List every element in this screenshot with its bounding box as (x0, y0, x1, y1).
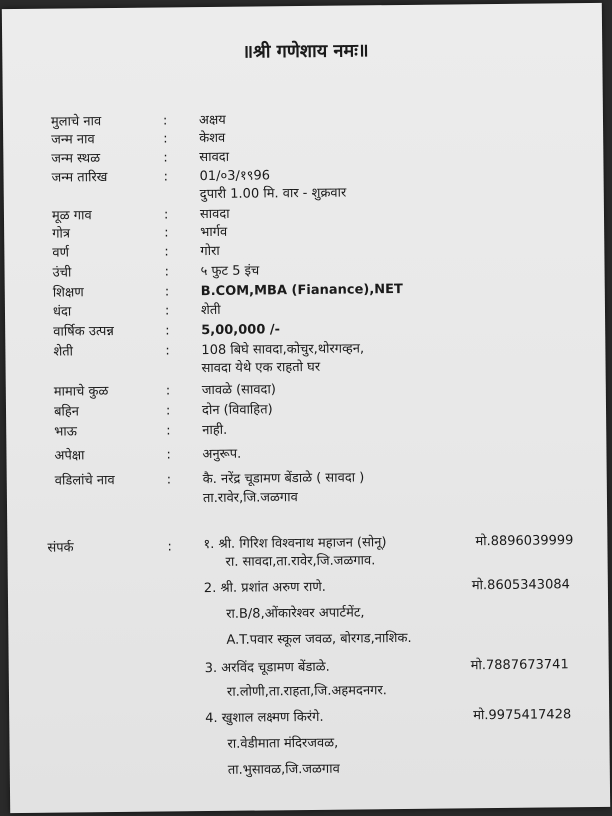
separator: : (165, 343, 170, 359)
value-birth-place: सावदा (199, 149, 230, 166)
label-occupation: धंदा (52, 304, 72, 320)
separator: : (167, 539, 172, 555)
contact-1-address: रा. सावदा,ता.रावेर,जि.जळगाव. (225, 553, 376, 570)
label-brother: भाऊ (54, 424, 78, 440)
separator: : (165, 383, 171, 399)
label-gotra: गोत्र (52, 226, 71, 242)
value-height: ५ फुट 5 इंच (200, 263, 260, 280)
separator: : (162, 113, 168, 129)
separator: : (164, 244, 169, 260)
value-brother: नाही. (202, 422, 228, 439)
value-birth-time: दुपारी 1.00 मि. वार - शुक्रवार (199, 185, 347, 203)
separator: : (163, 131, 168, 147)
label-annual-income: वार्षिक उत्पन्न (53, 324, 114, 340)
separator: : (165, 403, 171, 419)
contact-3-name: 3. अरविंद चूडामण बेंडाळे. (204, 659, 330, 677)
contact-1-name: १. श्री. गिरिश विश्वनाथ महाजन (सोनू) (203, 535, 387, 553)
separator: : (164, 303, 170, 319)
value-birth-name: केशव (199, 130, 226, 147)
value-sister: दोन (विवाहित) (201, 402, 273, 419)
label-complexion: वर्ण (52, 245, 70, 261)
contact-3-address: रा.लोणी,ता.राहता,जि.अहमदनगर. (226, 683, 387, 700)
separator: : (165, 323, 170, 339)
separator: : (166, 423, 171, 439)
separator: : (163, 207, 169, 223)
label-contact: संपर्क (47, 540, 74, 556)
contact-4-address-line2: ता.भुसावळ,जि.जळगाव (227, 761, 340, 778)
label-boy-name: मुलाचे नाव (50, 114, 102, 130)
value-occupation: शेती (200, 302, 221, 319)
value-gotra: भार्गव (200, 224, 228, 241)
value-maternal-family: जावळे (सावदा) (201, 382, 276, 399)
value-farm-house: सावदा येथे एक राहतो घर (201, 359, 321, 377)
value-father-name: कै. नरेंद्र चूडामण बेंडाळे ( सावदा ) (202, 470, 365, 488)
contact-1-mobile: मो.8896039999 (475, 533, 574, 550)
separator: : (164, 225, 169, 241)
page-title: ॥श्री गणेशाय नमः॥ (242, 40, 369, 63)
contact-2-mobile: मो.8605343084 (471, 577, 570, 594)
separator: : (164, 284, 170, 300)
label-birth-name: जन्म नाव (51, 132, 95, 148)
contact-4-name: 4. खुशाल लक्ष्मण किरंगे. (205, 709, 324, 727)
contact-2-name: 2. श्री. प्रशांत अरुण राणे. (203, 579, 326, 597)
label-expectation: अपेक्षा (54, 448, 85, 464)
separator: : (166, 447, 171, 463)
value-education: B.COM,MBA (Fianance),NET (200, 281, 403, 300)
value-birth-date: 01/०3/१९96 (199, 168, 271, 185)
label-sister: बहिन (53, 404, 80, 420)
label-height: उंची (52, 265, 72, 281)
label-farm: शेती (53, 344, 74, 360)
contact-3-mobile: मो.7887673741 (470, 657, 569, 674)
separator: : (164, 264, 170, 280)
separator: : (166, 472, 172, 488)
value-father-address: ता.रावेर,जि.जळगाव (202, 490, 298, 507)
label-native-place: मूळ गाव (51, 208, 92, 224)
contact-2-address-line2: A.T.पवार स्कूल जवळ, बोरगड,नाशिक. (226, 630, 412, 648)
label-father-name: वडिलांचे नाव (54, 473, 115, 489)
value-annual-income: 5,00,000 /- (201, 322, 281, 339)
contact-2-address-line1: रा.B/8,ओंकारेश्वर अपार्टमेंट, (226, 605, 365, 622)
label-maternal-family: मामाचे कुळ (53, 384, 109, 400)
value-native-place: सावदा (199, 206, 230, 223)
value-expectation: अनुरूप. (202, 446, 242, 463)
separator: : (163, 150, 168, 166)
label-birth-date: जन्म तारिख (51, 170, 108, 186)
separator: : (163, 169, 169, 185)
label-education: शिक्षण (52, 285, 84, 301)
value-complexion: गोरा (200, 243, 220, 260)
value-boy-name: अक्षय (198, 112, 226, 129)
contact-4-address-line1: रा.वेडीमाता मंदिरजवळ, (227, 735, 339, 752)
biodata-page (2, 3, 610, 813)
label-birth-place: जन्म स्थळ (51, 151, 101, 167)
contact-4-mobile: मो.9975417428 (473, 707, 572, 724)
value-farm: 108 बिघे सावदा,कोचुर,थोरगव्हन, (201, 341, 365, 359)
